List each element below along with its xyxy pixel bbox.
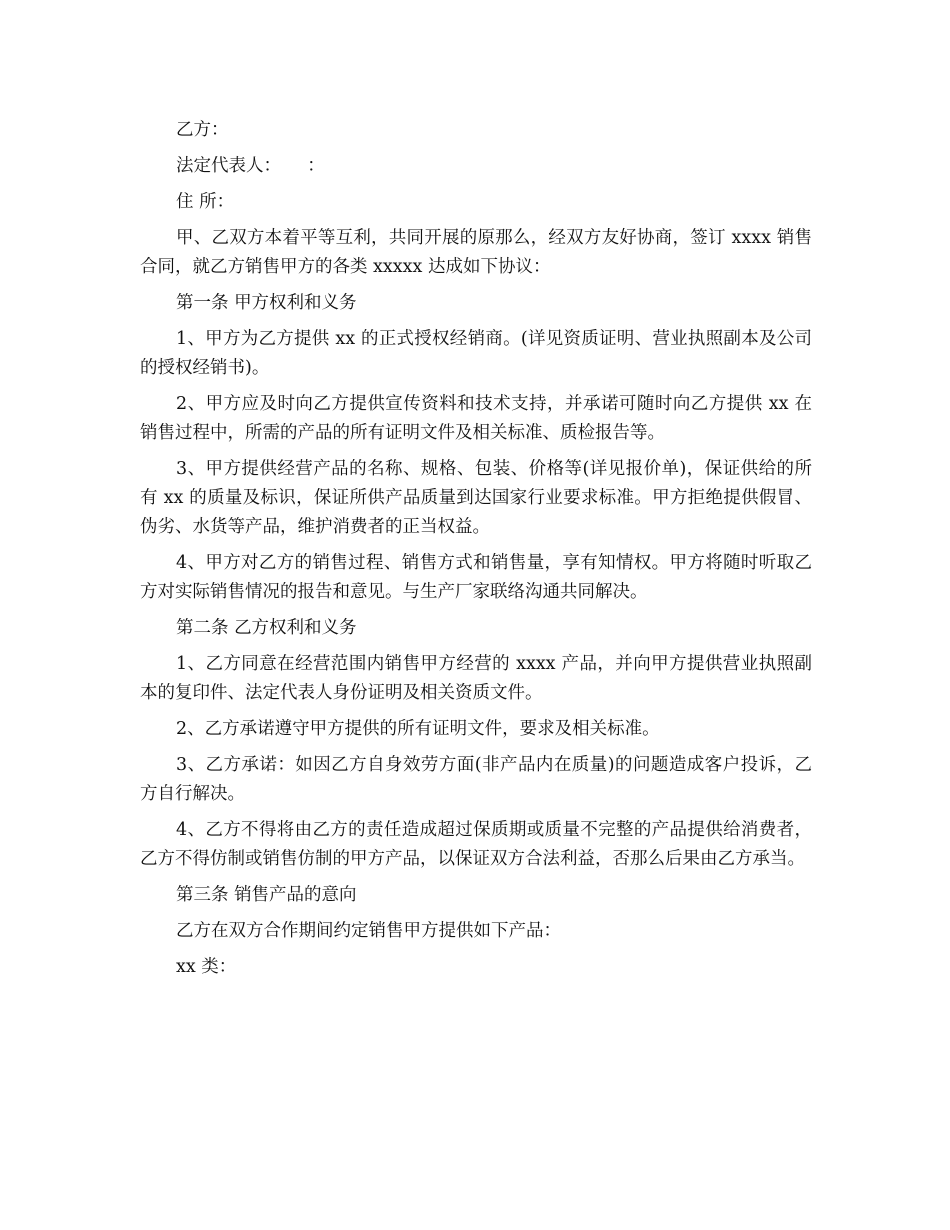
party-b-label: 乙方：	[176, 120, 229, 140]
article-1-clause-3: 3、甲方提供经营产品的名称、规格、包装、价格等(详见报价单)，保证供给的所有 xx 的质量及标识，保证所供产品质量到达国家行业要求标准。甲方拒绝提供假冒、伪劣、水货等产品，维护消费者的正当权益。	[140, 459, 812, 537]
article-2-clause-4: 4、乙方不得将由乙方的责任造成超过保质期或质量不完整的产品提供给消费者，乙方不得仿制或销售仿制的甲方产品，以保证双方合法利益，否那么后果由乙方承当。	[140, 820, 812, 869]
article-2-heading: 第二条 乙方权利和义务	[176, 618, 357, 638]
product-category-label: xx 类：	[176, 957, 237, 977]
article-3-heading: 第三条 销售产品的意向	[176, 885, 357, 905]
address-label: 住 所：	[176, 192, 235, 212]
article-2-clause-2: 2、乙方承诺遵守甲方提供的所有证明文件，要求及相关标准。	[176, 719, 660, 739]
article-1-heading: 第一条 甲方权利和义务	[176, 293, 357, 313]
article-2-clause-1: 1、乙方同意在经营范围内销售甲方经营的 xxxx 产品，并向甲方提供营业执照副本的复印件、法定代表人身份证明及相关资质文件。	[140, 654, 812, 703]
article-2-clause-3: 3、乙方承诺：如因乙方自身效劳方面(非产品内在质量)的问题造成客户投诉，乙方自行解决。	[140, 755, 812, 804]
article-1-clause-2: 2、甲方应及时向乙方提供宣传资料和技术支持，并承诺可随时向乙方提供 xx 在销售过程中，所需的产品的所有证明文件及相关标准、质检报告等。	[140, 394, 812, 443]
document-body	[140, 116, 812, 989]
article-1-clause-4: 4、甲方对乙方的销售过程、销售方式和销售量，享有知情权。甲方将随时听取乙方对实际销售情况的报告和意见。与生产厂家联络沟通共同解决。	[140, 553, 812, 602]
article-1-clause-1: 1、甲方为乙方提供 xx 的正式授权经销商。(详见资质证明、营业执照副本及公司的授权经销书)。	[140, 329, 812, 378]
legal-representative-label: 法定代表人： ：	[176, 156, 325, 176]
article-3-intro: 乙方在双方合作期间约定销售甲方提供如下产品：	[176, 921, 561, 941]
preamble-paragraph: 甲、乙双方本着平等互利，共同开展的原那么，经双方友好协商，签订 xxxx 销售合同，就乙方销售甲方的各类 xxxxx 达成如下协议：	[140, 228, 812, 277]
